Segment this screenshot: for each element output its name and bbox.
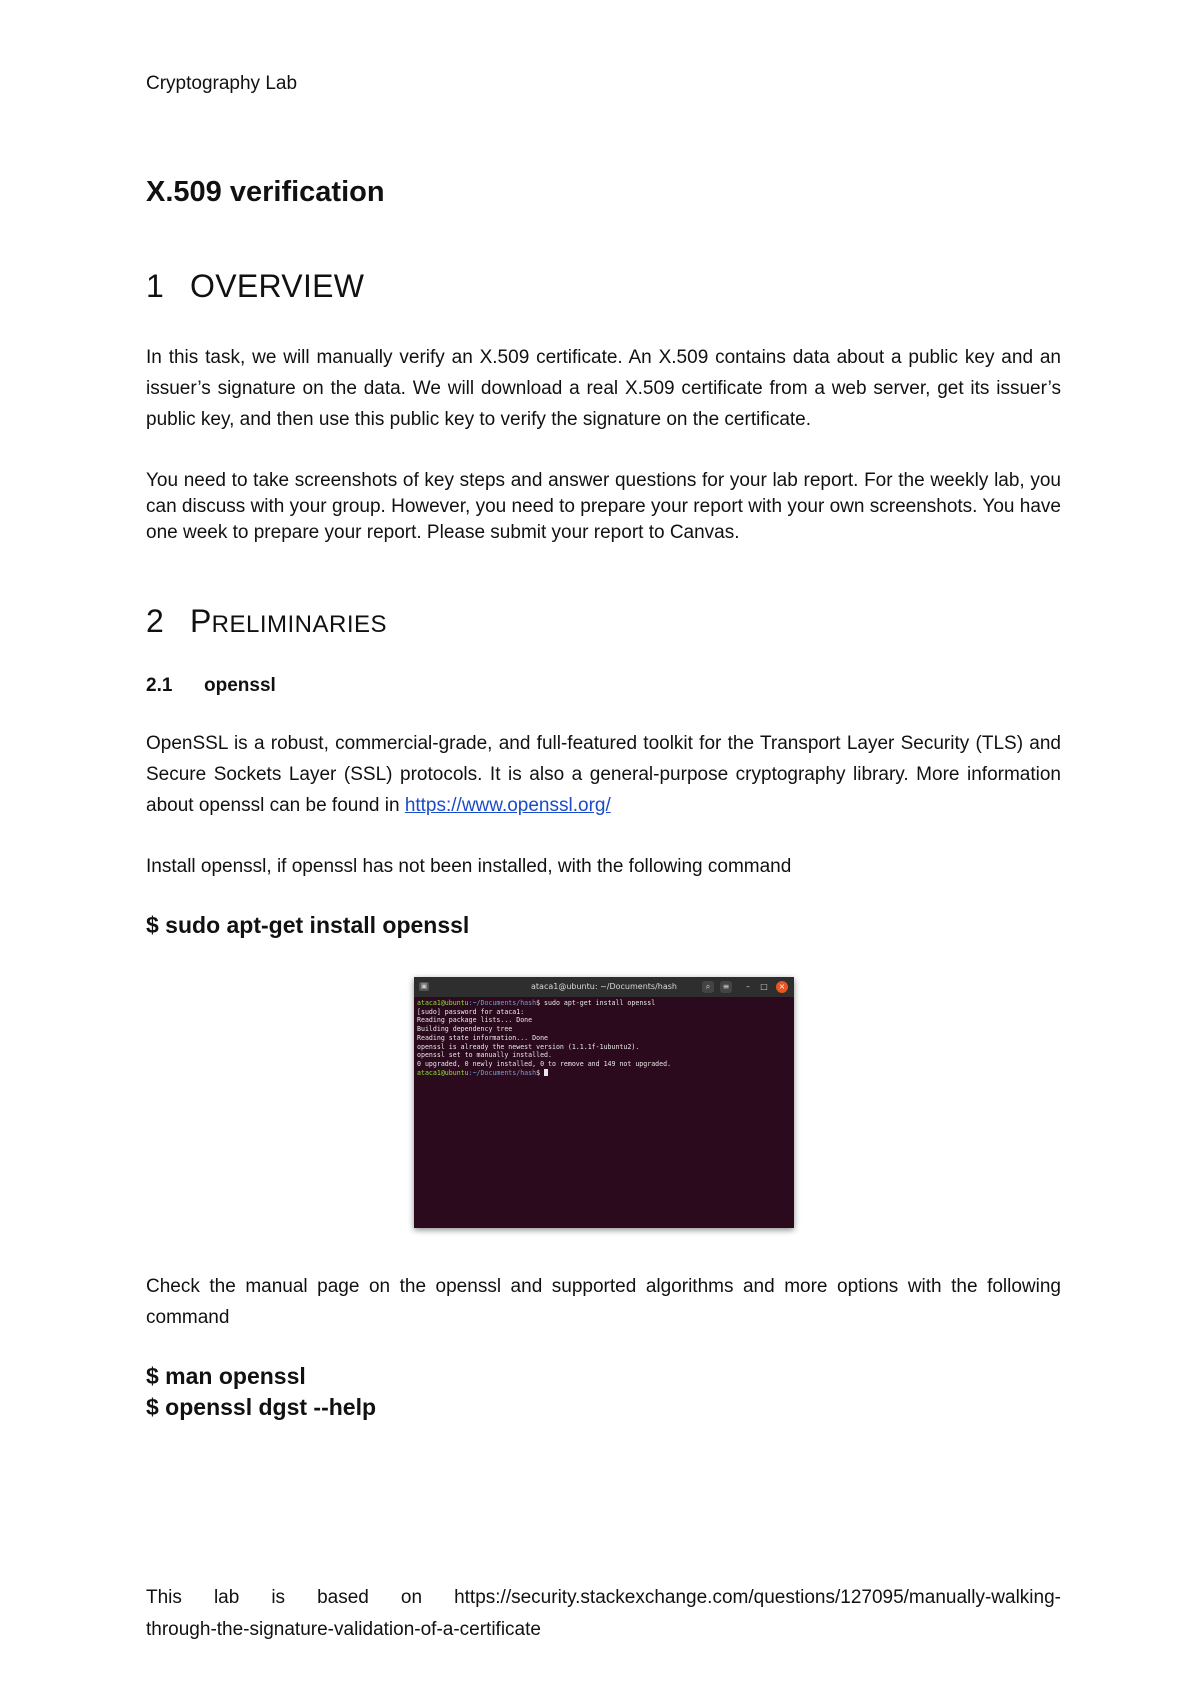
cursor-icon — [544, 1069, 548, 1076]
terminal-output — [414, 997, 794, 1079]
prompt-path: :~/Documents/hash — [468, 1068, 537, 1077]
section-2-heading — [146, 603, 387, 640]
subsection-title: openssl — [204, 675, 276, 696]
section-1-heading — [146, 268, 364, 305]
section-number: 2 — [146, 603, 165, 639]
install-instruction: Install openssl, if openssl has not been installed, with the following command — [146, 856, 792, 877]
terminal-titlebar — [414, 977, 794, 997]
footer-word: This — [146, 1587, 182, 1608]
maximize-icon: □ — [760, 982, 768, 991]
check-manual-instruction: Check the manual page on the openssl and supported algorithms and more options with the following command — [146, 1276, 1061, 1328]
terminal-line — [417, 1069, 548, 1077]
search-icon: ⌕ — [702, 981, 714, 993]
terminal-tab-icon: ▣ — [420, 982, 428, 990]
section-title-rest: RELIMINARIES — [211, 611, 388, 638]
terminal-line: [sudo] password for ataca1: — [417, 1007, 525, 1016]
section-number: 1 — [146, 268, 165, 304]
prompt-user: ataca1@ubuntu — [417, 1068, 469, 1077]
footer-word: lab — [213, 1587, 240, 1608]
prompt-path: :~/Documents/hash — [468, 999, 537, 1007]
running-header: Cryptography Lab — [146, 73, 298, 94]
overview-paragraph-2: You need to take screenshots of key steps and answer questions for your lab report. For the weekly lab, you can discuss with your group. However, you need to prepare your report with your own screenshots. You have one week to prepare your report. Please submit your report to Canvas. — [146, 470, 1061, 543]
man-command: $ man openssl — [146, 1363, 306, 1389]
prompt-tail: $ — [536, 1068, 545, 1077]
prompt-user: ataca1@ubuntu — [417, 999, 469, 1007]
terminal-line: openssl is already the newest version (1.1.1f-1ubuntu2). — [417, 1042, 640, 1051]
terminal-line: Reading state information... Done — [417, 1033, 549, 1042]
prompt-command: $ sudo apt-get install openssl — [536, 999, 656, 1007]
close-icon: × — [776, 981, 788, 993]
subsection-2-1-heading — [146, 675, 276, 697]
help-command: $ openssl dgst --help — [146, 1394, 377, 1420]
terminal-title: ataca1@ubuntu: ~/Documents/hash — [531, 982, 677, 991]
section-title: OVERVIEW — [190, 268, 365, 304]
footer-line-1 — [146, 1582, 1061, 1614]
terminal-screenshot — [414, 977, 794, 1228]
hamburger-menu-icon: ≡ — [720, 981, 732, 993]
terminal-line: Reading package lists... Done — [417, 1016, 533, 1025]
document-title: X.509 verification — [146, 176, 385, 208]
install-command: $ sudo apt-get install openssl — [146, 912, 470, 938]
terminal-line: Building dependency tree — [417, 1025, 513, 1034]
overview-paragraph-1: In this task, we will manually verify an X.509 certificate. An X.509 contains data about a public key and an issuer’s signature on the data. We will download a real X.509 certificate from a web server, get its issuer’s public key, and then use this public key to verify the signature on the certificate. — [146, 347, 1061, 430]
footer-word: based — [317, 1587, 369, 1608]
footer-line-2: through-the-signature-validation-of-a-certificate — [146, 1619, 541, 1640]
terminal-line: 0 upgraded, 0 newly installed, 0 to remove and 149 not upgraded. — [417, 1059, 672, 1068]
openssl-website-link[interactable]: https://www.openssl.org/ — [404, 795, 611, 816]
footer-word: on — [400, 1587, 423, 1608]
section-title-initial: P — [190, 603, 212, 639]
footer-note — [146, 1582, 1061, 1646]
terminal-line: openssl set to manually installed. — [417, 1051, 552, 1060]
terminal-line — [417, 999, 655, 1007]
footer-source-url: https://security.stackexchange.com/questions/127095/manually-walking- — [454, 1587, 1061, 1608]
minimize-icon: – — [746, 982, 750, 991]
openssl-intro-text: OpenSSL is a robust, commercial-grade, and full-featured toolkit for the Transport Layer Security (TLS) and Secure Sockets Layer (SSL) protocols. It is also a general-purpose cryptography library. More information about openssl can be found in — [146, 733, 1061, 816]
footer-word: is — [271, 1587, 286, 1608]
openssl-intro-paragraph — [146, 728, 1061, 821]
subsection-number: 2.1 — [146, 675, 173, 696]
